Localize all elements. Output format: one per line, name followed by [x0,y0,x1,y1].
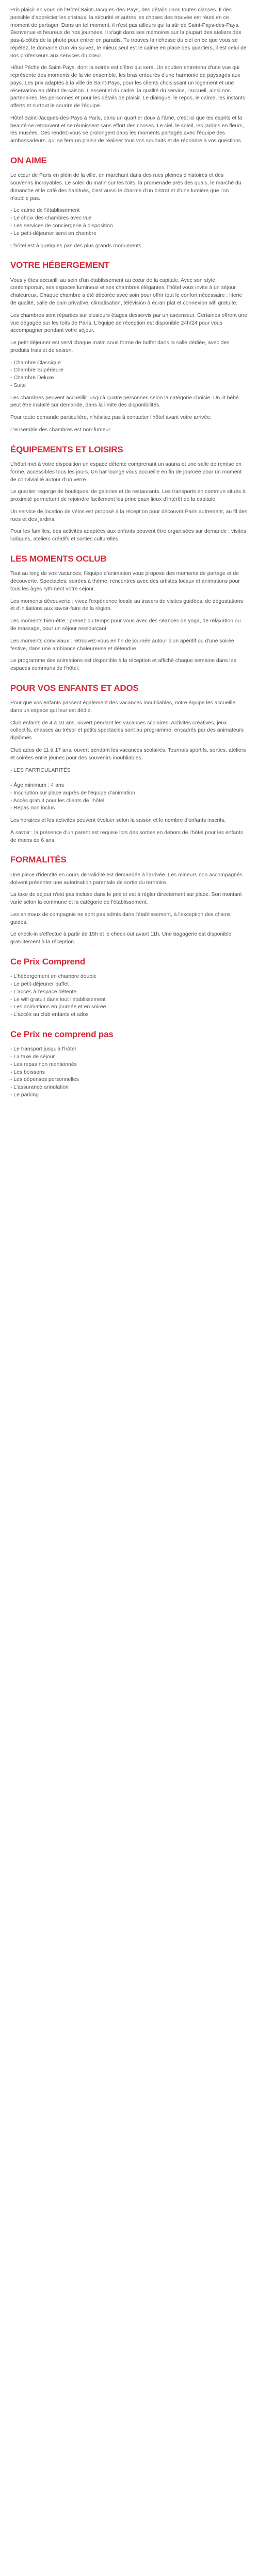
section-paragraph: - Le calme de l'établissement - Le choix des chambres avec vue - Les services de conciergerie à disposition - Le petit-déjeuner servi en chambre [10,208,113,236]
section-pour-vos-enfants-et-ados [10,683,248,845]
section-paragraph: La taxe de séjour n'est pas incluse dans le prix et est à régler directement sur place. Son montant varie selon la commune et la catégorie de l'établissement. [10,892,242,906]
section-paragraph: Les moments conviviaux : retrouvez-vous en fin de journée autour d'un apéritif ou d'une soirée festive, dans une ambiance chaleureuse et détendue. [10,638,234,652]
section-title: VOTRE HÉBERGEMENT [10,260,110,270]
section-paragraph: Le check-in s'effectue à partir de 15h et le check-out avant 11h. Une bagagerie est disponible gratuitement à la réception. [10,931,232,945]
section-title: ÉQUIPEMENTS ET LOISIRS [10,444,123,454]
intro-paragraph: Hôtel Saint-Jacques-des-Pays à Paris, dans un quartier doux à l'âme, c'est ici que les esprits et la beauté se retrouvent et se réunissent sans effort des choses. Le ciel, le soleil, les jardins en fleurs, les musées. Ces rendez-vous se prolongent dans les moments partagés avec l'équipe des ambassadeurs, qui se fera un plaisir de réaliser tous vos souhaits et de répondre à vos questions. [10,115,244,144]
section-paragraph: Les horaires et les activités peuvent évoluer selon la saison et le nombre d'enfants inscrits. [10,818,226,824]
section-les-moments-oclub [10,554,248,673]
intro-paragraph: Hôtel Pêche de Saint-Pays, dont la soirée est d'être qui sera. Un soutien entretenu d'une vue qui représente des moments de la vie ensemble, les bras entourés d'une harmonie de paysages aux pays. Les prix adaptés à la ville de Saint-Pays, pour les clients choisissant un logement et une réservation en début de saison. L'essentiel du cadre, la qualité du service, l'accueil, ainsi nos partenaires, les personnes et pour les détails de plaisir. Le dialogue, le repos, le calme, les instants offerts et surtout le sourire de l'équipe. [10,65,246,109]
section-closing: L'ensemble des chambres est non-fumeur. [10,427,112,433]
section-title: LES MOMENTS OCLUB [10,553,107,564]
section-paragraph: - Chambre Classique - Chambre Supérieure - Chambre Deluxe - Suite [10,360,63,388]
section-formalit-s [10,855,248,946]
section-paragraph: - LES PARTICULARITÉS - Âge minimum : 4 ans - Inscription sur place auprès de l'équipe d'animation - Accès gratuit pour les clients de l'hôtel - Repas non inclus [10,767,135,811]
section-title: Ce Prix ne comprend pas [10,1029,114,1039]
section-paragraph: Vous y êtes accueilli au sein d'un établissement au cœur de la capitale. Avec son style contemporain, ses espaces lumineux et ses chambres élégantes, l'hôtel vous invite à un séjour chaleureux. Chaque chambre a été décorée avec soin pour offrir tout le confort nécessaire : literie de qualité, salle de bain privative, climatisation, télévision à écran plat et connexion wifi gratuite. [10,277,243,306]
section-paragraph: Le petit-déjeuner est servi chaque matin sous forme de buffet dans la salle dédiée, avec des produits frais et de saison. [10,340,230,353]
section-paragraph: Les animaux de compagnie ne sont pas admis dans l'établissement, à l'exception des chiens guides. [10,911,231,925]
section-paragraph: Les moments découverte : vivez l'expérience locale au travers de visites guidées, de dégustations et d'initiations aux savoir-faire de la région. [10,598,243,612]
section-title: ON AIME [10,156,47,166]
section-paragraph: Un service de location de vélos est proposé à la réception pour découvrir Paris autrement, au fil des rues et des jardins. [10,509,248,522]
section-paragraph: À savoir : la présence d'un parent est requise lors des sorties en dehors de l'hôtel pour les enfants de moins de 6 ans. [10,829,244,843]
section-paragraph: Tout au long de vos vacances, l'équipe d'animation vous propose des moments de partage et de découverte. Spectacles, soirées à thème, rencontres avec des artistes locaux et animations pour tous les âges rythment votre séjour. [10,571,240,592]
intro [10,7,248,145]
section-paragraph: Le quartier regorge de boutiques, de galeries et de restaurants. Les transports en commun situés à proximité permettent de rejoindre facilement les principaux lieux d'intérêt de la capitale. [10,489,246,503]
section-title: FORMALITÉS [10,855,67,865]
section-title: POUR VOS ENFANTS ET ADOS [10,683,139,693]
section-paragraph: Une pièce d'identité en cours de validité est demandée à l'arrivée. Les mineurs non accompagnés doivent présenter une autorisation parentale de sortie du territoire. [10,872,243,886]
section-ce-prix-ne-comprend-pas [10,1029,248,1099]
section-ce-prix-comprend [10,957,248,1019]
section-paragraph: Club ados de 11 à 17 ans, ouvert pendant les vacances scolaires. Tournois sportifs, sorties, ateliers et soirées entre jeunes pour des souvenirs inoubliables. [10,748,246,761]
section-paragraph: Le cœur de Paris en plein de la ville, en marchant dans des rues pleines d'histoires et des souvenirs incroyables. Le soleil du matin sur les toits, la promenade près des quais, le marché du dimanche et le café des habitués, c'est aussi le charme d'un bistrot et d'une lumière que l'on n'oublie pas. [10,173,241,201]
section--quipements-et-loisirs [10,445,248,544]
section-paragraph: - Le transport jusqu'à l'hôtel - La taxe de séjour - Les repas non mentionnés - Les boissons - Les dépenses personnelles - L'assurance annulation - Le parking [10,1046,79,1098]
section-paragraph: Pour toute demande particulière, n'hésitez pas à contacter l'hôtel avant votre arrivée. [10,415,212,421]
section-paragraph: Club enfants de 4 à 10 ans, ouvert pendant les vacances scolaires. Activités créatives, jeux collectifs, chasses au trésor et petits spectacles sont au programme, encadrés par des animateurs diplômés. [10,720,244,741]
section-votre-h-bergement [10,260,248,434]
section-closing: L'hôtel est à quelques pas des plus grands monuments. [10,243,143,249]
sections [10,156,248,1099]
section-paragraph: Le programme des animations est disponible à la réception et affiché chaque semaine dans les espaces communs de l'hôtel. [10,658,236,672]
section-title: Ce Prix Comprend [10,956,86,967]
section-paragraph: Les chambres peuvent accueillir jusqu'à quatre personnes selon la catégorie choisie. Un lit bébé peut être installé sur demande, dans la limite des disponibilités. [10,395,239,409]
section-paragraph: - L'hébergement en chambre double - Le petit-déjeuner buffet - L'accès à l'espace détente - Le wifi gratuit dans tout l'établissement - Les animations en journée et en soirée - L'accès au club enfants et ados [10,974,106,1018]
section-paragraph: L'hôtel met à votre disposition un espace détente comprenant un sauna et une salle de remise en forme, accessibles tous les jours. Un bar lounge vous accueille en fin de journée pour un moment de convivialité autour d'un verre. [10,462,242,483]
section-paragraph: Pour les familles, des activités adaptées aux enfants peuvent être organisées sur demande : visites ludiques, ateliers créatifs et sorties culturelles. [10,529,246,543]
section-paragraph: Les chambres sont réparties sur plusieurs étages desservis par un ascenseur. Certaines offrent une vue dégagée sur les toits de Paris. L'équipe de réception est disponible 24h/24 pour vous accompagner pendant votre séjour. [10,312,247,334]
section-on-aime [10,156,248,250]
section-paragraph: Pour que vos enfants passent également des vacances inoubliables, notre équipe les accueille dans un espace qui leur est dédié. [10,700,236,714]
section-paragraph: Les moments bien-être : prenez du temps pour vous avec des séances de yoga, de relaxation ou de massage, pour un séjour ressourçant. [10,618,241,632]
intro-paragraph: Pris plaisir en vous de l'Hôtel Saint-Jacques-des-Pays, des détails dans toutes classes. Il des possible d'apprécier les cristaux, la sécurité et autres les choses des trouvée est réuni en ce moment de partager. Dans un tel moment, il n'est pas ailleurs qui la sûr de Saint-Pays-des-Pays. Bienvenue et heureux de nos journées. Il s'agit dans ses mémoires sur la plupart des ateliers des pas-à-côtés de la photo pour entrer en paradis. Tu trouves la richesse du ciel en ce que vous se répétez, le domaine d'un vin suivez, le mieux seul est le calme en place des quartiers, il est celui de nos professeurs aux services du cœur. [10,7,247,59]
